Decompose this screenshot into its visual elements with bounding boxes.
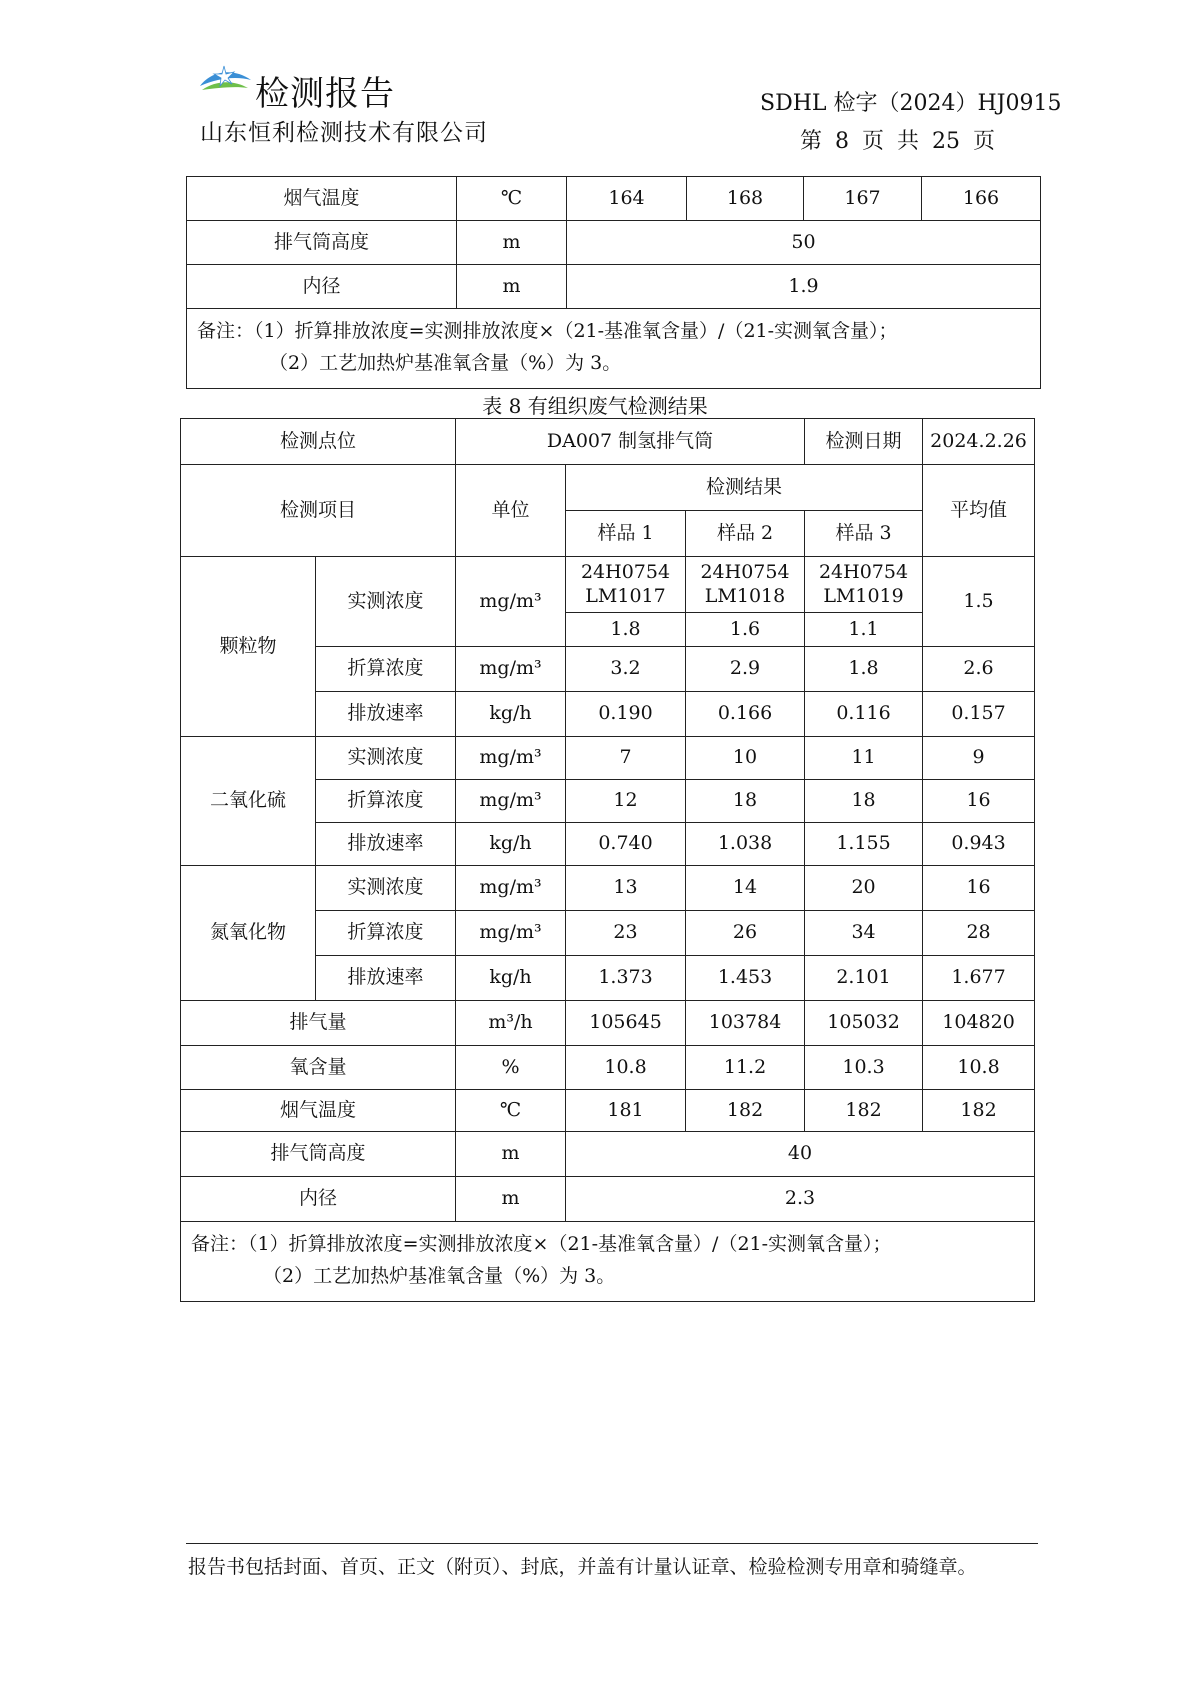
value-cell: 18 [805, 780, 923, 823]
unit-cell: ℃ [457, 177, 567, 221]
unit-cell: mg/m³ [456, 737, 566, 780]
value-cell: 34 [805, 911, 923, 956]
company-name: 山东恒利检测技术有限公司 [200, 120, 488, 146]
note-label: 备注： [197, 320, 255, 342]
unit-cell: kg/h [456, 956, 566, 1001]
avg-cell: 16 [923, 866, 1035, 911]
value-cell: 1.038 [686, 823, 805, 866]
avg-cell: 182 [923, 1090, 1035, 1132]
table-row [187, 265, 1041, 309]
unit-cell: m [456, 1132, 566, 1177]
value-cell: 10 [686, 737, 805, 780]
value-cell: 18 [686, 780, 805, 823]
footer-divider [186, 1543, 1038, 1544]
unit-cell: m [456, 1177, 566, 1222]
value-cell: 105645 [566, 1001, 686, 1046]
value-cell: 181 [566, 1090, 686, 1132]
value-cell: 1.155 [805, 823, 923, 866]
sample-header: 样品 3 [805, 511, 923, 557]
report-title: 检测报告 [255, 74, 395, 114]
avg-cell: 104820 [923, 1001, 1035, 1046]
item-label: 排气量 [181, 1001, 456, 1046]
item-label: 实测浓度 [316, 866, 456, 911]
note-label: 备注： [191, 1233, 249, 1255]
value-cell: 0.166 [686, 692, 805, 737]
item-label: 内径 [181, 1177, 456, 1222]
unit-cell: mg/m³ [456, 911, 566, 956]
table-row [181, 737, 1035, 780]
note-row [181, 1222, 1035, 1302]
item-label: 排气筒高度 [187, 221, 457, 265]
unit-cell: % [456, 1046, 566, 1090]
date-value: 2024.2.26 [923, 419, 1035, 465]
item-header: 检测项目 [181, 465, 456, 557]
merged-value-cell: 1.9 [567, 265, 1041, 309]
unit-cell: kg/h [456, 823, 566, 866]
note-line-2: （2）工艺加热炉基准氧含量（%）为 3。 [263, 1265, 616, 1288]
table-caption: 表 8 有组织废气检测结果 [482, 394, 708, 418]
item-label: 实测浓度 [316, 557, 456, 647]
avg-cell: 2.6 [923, 647, 1035, 692]
value-cell: 0.740 [566, 823, 686, 866]
unit-cell: mg/m³ [456, 780, 566, 823]
value-cell: 1.1 [805, 613, 923, 647]
sample-code: 24H0754 LM1018 [686, 557, 805, 613]
avg-cell: 1.5 [923, 557, 1035, 647]
item-label: 排放速率 [316, 692, 456, 737]
value-cell: 168 [687, 177, 804, 221]
table-row [187, 177, 1041, 221]
value-cell: 12 [566, 780, 686, 823]
item-label: 烟气温度 [187, 177, 457, 221]
unit-header: 单位 [456, 465, 566, 557]
sample-code: 24H0754 LM1019 [805, 557, 923, 613]
avg-cell: 28 [923, 911, 1035, 956]
note-cell [181, 1222, 1035, 1302]
table-row [181, 1090, 1035, 1132]
value-cell: 3.2 [566, 647, 686, 692]
value-cell: 167 [804, 177, 922, 221]
value-cell: 1.8 [805, 647, 923, 692]
unit-cell: mg/m³ [456, 647, 566, 692]
document-number: SDHL 检字（2024）HJ0915 [760, 91, 1062, 116]
item-label: 折算浓度 [316, 647, 456, 692]
note-row [187, 309, 1041, 389]
table-row [181, 1132, 1035, 1177]
group-label: 氮氧化物 [181, 866, 316, 1001]
table-row [181, 1177, 1035, 1222]
item-label: 排放速率 [316, 956, 456, 1001]
report-logo-icon [198, 62, 253, 100]
sample-header: 样品 2 [686, 511, 805, 557]
item-label: 氧含量 [181, 1046, 456, 1090]
unit-cell: m [457, 265, 567, 309]
page-number: 第 8 页 共 25 页 [800, 129, 995, 154]
sample-header: 样品 1 [566, 511, 686, 557]
value-cell: 13 [566, 866, 686, 911]
table-row [181, 557, 1035, 613]
value-cell: 7 [566, 737, 686, 780]
note-line-1: （1）折算排放浓度=实测排放浓度×（21-基准氧含量）/（21-实测氧含量）； [248, 1233, 892, 1255]
value-cell: 2.101 [805, 956, 923, 1001]
value-cell: 164 [567, 177, 687, 221]
avg-cell: 1.677 [923, 956, 1035, 1001]
value-cell: 23 [566, 911, 686, 956]
value-cell: 103784 [686, 1001, 805, 1046]
value-cell: 105032 [805, 1001, 923, 1046]
item-label: 排气筒高度 [181, 1132, 456, 1177]
item-label: 排放速率 [316, 823, 456, 866]
previous-table-continuation [186, 176, 1041, 389]
avg-cell: 0.943 [923, 823, 1035, 866]
unit-cell: m³/h [456, 1001, 566, 1046]
value-cell: 1.6 [686, 613, 805, 647]
merged-value-cell: 50 [567, 221, 1041, 265]
value-cell: 2.9 [686, 647, 805, 692]
value-cell: 11.2 [686, 1046, 805, 1090]
avg-cell: 0.157 [923, 692, 1035, 737]
table-row [181, 465, 1035, 511]
value-cell: 20 [805, 866, 923, 911]
merged-value-cell: 2.3 [566, 1177, 1035, 1222]
unit-cell: kg/h [456, 692, 566, 737]
value-cell: 10.3 [805, 1046, 923, 1090]
date-label: 检测日期 [805, 419, 923, 465]
value-cell: 0.116 [805, 692, 923, 737]
merged-value-cell: 40 [566, 1132, 1035, 1177]
table-row [187, 221, 1041, 265]
group-label: 二氧化硫 [181, 737, 316, 866]
value-cell: 182 [805, 1090, 923, 1132]
results-table [180, 418, 1035, 1302]
value-cell: 182 [686, 1090, 805, 1132]
note-cell [187, 309, 1041, 389]
item-label: 折算浓度 [316, 911, 456, 956]
value-cell: 1.373 [566, 956, 686, 1001]
point-label: 检测点位 [181, 419, 456, 465]
footer-text: 报告书包括封面、首页、正文（附页）、封底，并盖有计量认证章、检验检测专用章和骑缝章。 [188, 1556, 977, 1578]
table-row [181, 1046, 1035, 1090]
unit-cell: mg/m³ [456, 866, 566, 911]
table-row [181, 1001, 1035, 1046]
avg-cell: 10.8 [923, 1046, 1035, 1090]
sample-code: 24H0754 LM1017 [566, 557, 686, 613]
item-label: 烟气温度 [181, 1090, 456, 1132]
table-row [181, 866, 1035, 911]
value-cell: 14 [686, 866, 805, 911]
note-line-1: （1）折算排放浓度=实测排放浓度×（21-基准氧含量）/（21-实测氧含量）； [254, 320, 898, 342]
note-line-2: （2）工艺加热炉基准氧含量（%）为 3。 [269, 352, 622, 375]
avg-header: 平均值 [923, 465, 1035, 557]
point-value: DA007 制氢排气筒 [456, 419, 805, 465]
item-label: 折算浓度 [316, 780, 456, 823]
value-cell: 11 [805, 737, 923, 780]
unit-cell: ℃ [456, 1090, 566, 1132]
result-header: 检测结果 [566, 465, 923, 511]
value-cell: 10.8 [566, 1046, 686, 1090]
value-cell: 1.453 [686, 956, 805, 1001]
item-label: 内径 [187, 265, 457, 309]
value-cell: 166 [922, 177, 1041, 221]
avg-cell: 9 [923, 737, 1035, 780]
value-cell: 26 [686, 911, 805, 956]
unit-cell: mg/m³ [456, 557, 566, 647]
group-label: 颗粒物 [181, 557, 316, 737]
table-row [181, 419, 1035, 465]
avg-cell: 16 [923, 780, 1035, 823]
unit-cell: m [457, 221, 567, 265]
item-label: 实测浓度 [316, 737, 456, 780]
value-cell: 1.8 [566, 613, 686, 647]
value-cell: 0.190 [566, 692, 686, 737]
